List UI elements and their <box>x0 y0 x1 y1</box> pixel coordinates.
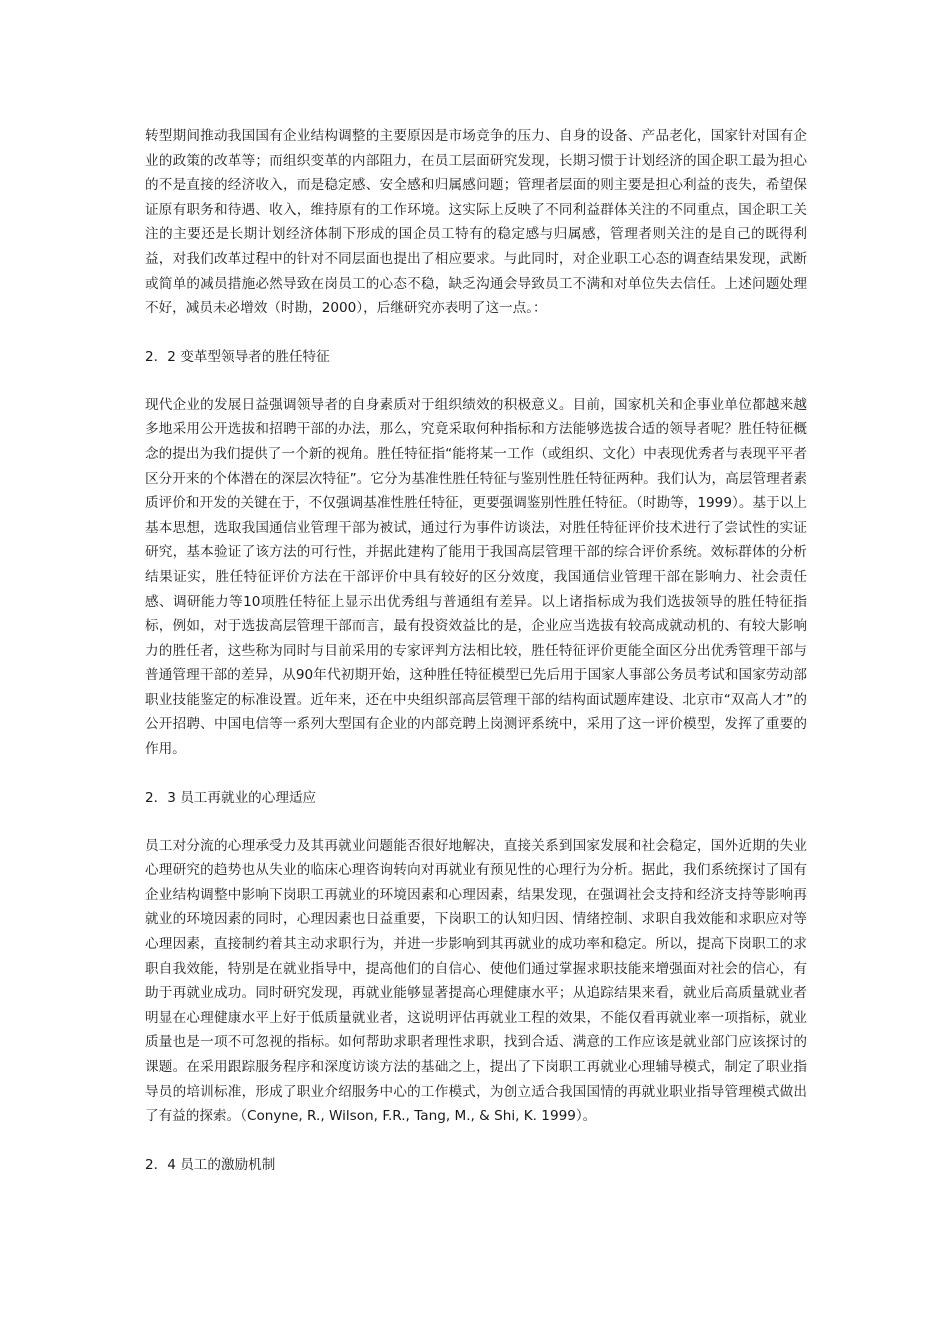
section-heading-2-2: 2．2 变革型领导者的胜任特征 <box>145 348 330 365</box>
paragraph-leadership-competency: 现代企业的发展日益强调领导者的自身素质对于组织绩效的积极意义。目前，国家机关和企事业单位都越来越多地采用公开选拔和招聘干部的办法，那么，究竟采取何种指标和方法能够选拔合适的领导者呢？胜任特征概念的提出为我们提供了一个新的视角。胜任特征指“能将某一工作（或组织、文化）中表现优秀者与表现平平者区分开来的个体潜在的深层次特征”。它分为基准性胜任特征与鉴别性胜任特征两种。我们认为，高层管理者素质评价和开发的关键在于，不仅强调基准性胜任特征，更要强调鉴别性胜任特征。（时勘等，1999）。基于以上基本思想，选取我国通信业管理干部为被试，通过行为事件访谈法，对胜任特征评价技术进行了尝试性的实证研究，基本验证了该方法的可行性，并据此建构了能用于我国高层管理干部的综合评价系统。效标群体的分析结果证实，胜任特征评价方法在干部评价中具有较好的区分效度，我国通信业管理干部在影响力、社会责任感、调研能力等10项胜任特征上显示出优秀组与普通组有差异。以上诸指标成为我们选拔领导的胜任特征指标，例如，对于选拔高层管理干部而言，最有投资效益比的是，企业应当选拔有较高成就动机的、有较大影响力的胜任者，这些称为同时与目前采用的专家评判方法相比较，胜任特征评价更能全面区分出优秀管理干部与普通管理干部的差异，从90年代初期开始，这种胜任特征模型已先后用于国家人事部公务员考试和国家劳动部职业技能鉴定的标准设置。近年来，还在中央组织部高层管理干部的结构面试题库建设、北京市“双高人才”的公开招聘、中国电信等一系列大型国有企业的内部竞聘上岗测评系统中，采用了这一评价模型，发挥了重要的作用。 <box>145 396 807 758</box>
paragraph-restructuring-causes: 转型期间推动我国国有企业结构调整的主要原因是市场竞争的压力、自身的设备、产品老化，国家针对国有企业的政策的改革等；而组织变革的内部阻力，在员工层面研究发现，长期习惯于计划经济的国企职工最为担心的不是直接的经济收入，而是稳定感、安全感和归属感问题；管理者层面的则主要是担心利益的丧失，希望保证原有职务和待遇、收入，维持原有的工作环境。这实际上反映了不同利益群体关注的不同重点，国企职工关注的主要还是长期计划经济体制下形成的国企员工特有的稳定感与归属感，管理者则关注的是自己的既得利益，对我们改革过程中的针对不同层面也提出了相应要求。与此同时，对企业职工心态的调查结果发现，武断或简单的减员措施必然导致在岗员工的心态不稳，缺乏沟通会导致员工不满和对单位失去信任。上述问题处理不好，减员未必增效（时勘，2000），后继研究亦表明了这一点。： <box>145 128 807 317</box>
paragraph-reemployment-adaptation: 员工对分流的心理承受力及其再就业问题能否很好地解决，直接关系到国家发展和社会稳定，国外近期的失业心理研究的趋势也从失业的临床心理咨询转向对再就业有预见性的心理行为分析。据此，我们系统探讨了国有企业结构调整中影响下岗职工再就业的环境因素和心理因素，结果发现，在强调社会支持和经济支持等影响再就业的环境因素的同时，心理因素也日益重要，下岗职工的认知归因、情绪控制、求职自我效能和求职应对等心理因素，直接制约着其主动求职行为，并进一步影响到其再就业的成功率和稳定。所以，提高下岗职工的求职自我效能，特别是在就业指导中，提高他们的自信心、使他们通过掌握求职技能来增强面对社会的信心，有助于再就业成功。同时研究发现，再就业能够显著提高心理健康水平；从追踪结果来看，就业后高质量就业者明显在心理健康水平上好于低质量就业者，这说明评估再就业工程的效果，不能仅看再就业率一项指标，就业质量也是一项不可忽视的指标。如何帮助求职者理性求职，找到合适、满意的工作应该是就业部门应该探讨的课题。在采用跟踪服务程序和深度访谈方法的基础之上，提出了下岗职工再就业心理辅导模式，制定了职业指导员的培训标准，形成了职业介绍服务中心的工作模式，为创立适合我国国情的再就业职业指导管理模式做出了有益的探索。（Conyne, R., Wilson, F.R., Tang, M., & Shi, K. 1999）。 <box>145 837 807 1125</box>
document-body <box>145 124 807 1177</box>
section-heading-2-3: 2．3 员工再就业的心理适应 <box>145 789 317 806</box>
section-heading-2-4: 2．4 员工的激励机制 <box>145 1156 276 1173</box>
